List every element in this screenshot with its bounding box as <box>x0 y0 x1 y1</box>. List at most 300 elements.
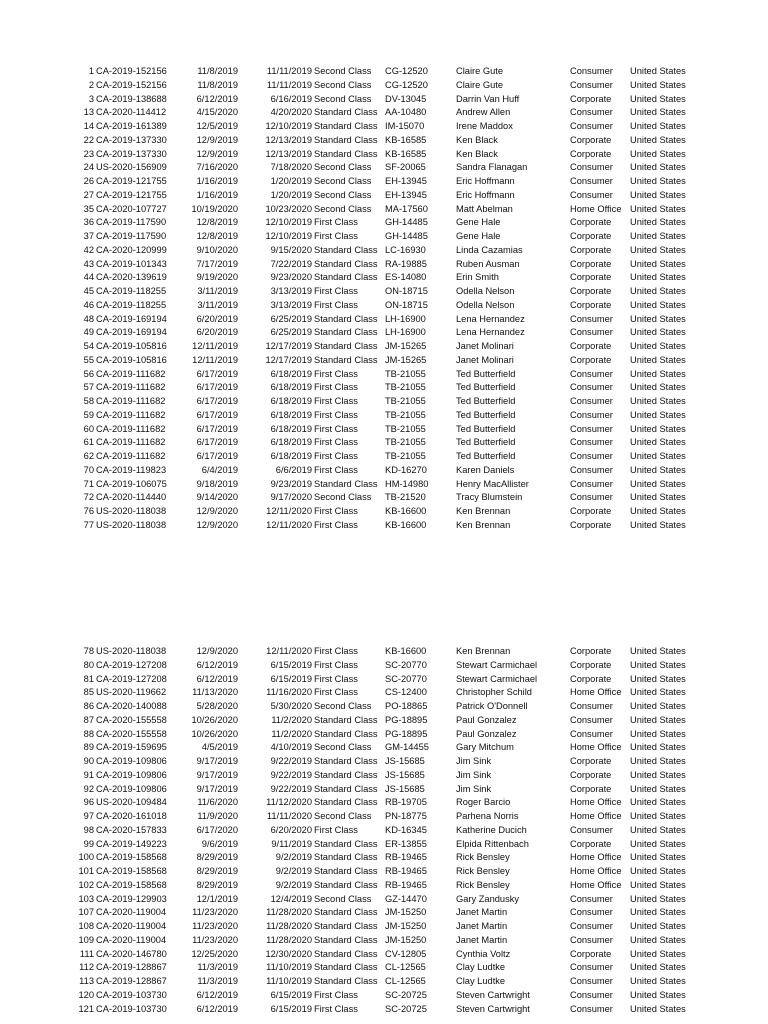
table-row <box>0 464 768 478</box>
table-row <box>0 216 768 230</box>
segment-cell: Consumer <box>570 989 613 1000</box>
ship-mode-cell: First Class <box>314 673 358 684</box>
customer-id-cell: TB-21055 <box>385 451 426 461</box>
ship-date-cell: 9/23/2020 <box>270 272 312 283</box>
country-cell: United States <box>630 989 686 1000</box>
table-row <box>0 368 768 382</box>
country-cell: United States <box>630 66 686 76</box>
row-number: 90 <box>83 756 94 766</box>
order-date-cell: 12/11/2019 <box>192 354 238 365</box>
order-date-cell: 11/3/2019 <box>197 976 238 986</box>
order-id-cell: US-2020-118038 <box>96 646 167 656</box>
ship-mode-cell: First Class <box>314 646 358 656</box>
order-id-cell: CA-2019-152156 <box>96 66 167 76</box>
ship-mode-cell: Standard Class <box>314 272 378 283</box>
customer-name-cell: Ted Butterfield <box>456 409 516 420</box>
customer-name-cell: Matt Abelman <box>456 203 513 214</box>
segment-cell: Corporate <box>570 341 612 351</box>
country-cell: United States <box>630 121 686 131</box>
country-cell: United States <box>630 437 686 448</box>
ship-mode-cell: First Class <box>314 423 358 434</box>
table-row <box>0 865 768 879</box>
order-id-cell: CA-2019-111682 <box>96 368 166 379</box>
table-row <box>0 879 768 893</box>
order-date-cell: 12/25/2020 <box>191 948 238 959</box>
customer-name-cell: Rick Bensley <box>456 879 510 890</box>
ship-mode-cell: Standard Class <box>314 728 378 739</box>
row-number: 62 <box>83 451 94 461</box>
ship-date-cell: 11/11/2019 <box>266 79 312 90</box>
table-row <box>0 728 768 742</box>
customer-id-cell: JM-15265 <box>385 354 427 365</box>
order-id-cell: CA-2019-149223 <box>96 838 167 849</box>
order-date-cell: 3/11/2019 <box>197 299 238 310</box>
order-id-cell: CA-2019-101343 <box>96 258 167 269</box>
ship-date-cell: 6/15/2019 <box>270 673 312 684</box>
ship-date-cell: 7/22/2019 <box>270 258 312 269</box>
table-row <box>0 395 768 409</box>
order-id-cell: CA-2019-109806 <box>96 783 167 794</box>
ship-date-cell: 9/2/2019 <box>275 852 312 863</box>
ship-mode-cell: Second Class <box>314 701 372 711</box>
order-date-cell: 9/18/2019 <box>196 478 238 489</box>
ship-date-cell: 12/10/2019 <box>265 217 312 228</box>
customer-name-cell: Ken Brennan <box>456 506 511 516</box>
table-row <box>0 659 768 673</box>
customer-id-cell: TB-21055 <box>385 382 426 393</box>
table-row <box>0 851 768 865</box>
ship-date-cell: 6/18/2019 <box>270 437 312 448</box>
table-row <box>0 741 768 755</box>
customer-name-cell: Lena Hernandez <box>456 327 525 338</box>
country-cell: United States <box>630 934 686 945</box>
ship-mode-cell: Standard Class <box>314 962 378 973</box>
customer-id-cell: SC-20770 <box>385 673 427 684</box>
row-number: 113 <box>79 976 94 986</box>
row-number: 101 <box>78 866 94 876</box>
segment-cell: Consumer <box>570 176 613 186</box>
segment-cell: Consumer <box>570 907 613 918</box>
order-date-cell: 12/1/2019 <box>196 893 238 904</box>
segment-cell: Consumer <box>570 327 613 338</box>
country-cell: United States <box>630 728 686 739</box>
ship-mode-cell: Second Class <box>314 811 372 821</box>
order-id-cell: CA-2020-119004 <box>96 907 167 918</box>
country-cell: United States <box>630 907 686 918</box>
ship-mode-cell: First Class <box>314 409 358 420</box>
table-row <box>0 906 768 920</box>
order-id-cell: CA-2019-111682 <box>96 423 166 434</box>
row-number: 72 <box>83 492 94 503</box>
customer-id-cell: KB-16585 <box>385 148 427 159</box>
segment-cell: Corporate <box>570 134 612 145</box>
customer-id-cell: MA-17560 <box>385 203 428 214</box>
order-date-cell: 11/23/2020 <box>192 907 238 918</box>
order-date-cell: 9/17/2019 <box>196 756 238 766</box>
row-number: 121 <box>78 1003 94 1014</box>
order-id-cell: CA-2019-161389 <box>96 121 167 131</box>
row-number: 97 <box>83 811 94 821</box>
country-cell: United States <box>630 409 686 420</box>
row-number: 85 <box>83 687 94 698</box>
order-id-cell: CA-2019-111682 <box>96 409 166 420</box>
order-id-cell: US-2020-118038 <box>96 519 167 530</box>
customer-name-cell: Ken Brennan <box>456 646 511 656</box>
row-number: 35 <box>83 203 94 214</box>
order-id-cell: CA-2019-152156 <box>96 79 167 90</box>
order-date-cell: 6/12/2019 <box>196 659 238 670</box>
order-id-cell: CA-2019-128867 <box>96 976 167 986</box>
order-date-cell: 9/6/2019 <box>201 838 238 849</box>
country-cell: United States <box>630 519 686 530</box>
segment-cell: Home Office <box>570 203 622 214</box>
order-date-cell: 9/17/2019 <box>196 769 238 780</box>
row-number: 77 <box>83 519 94 530</box>
customer-name-cell: Janet Martin <box>456 907 508 918</box>
customer-name-cell: Jim Sink <box>456 756 492 766</box>
sheet-block-bottom <box>0 645 768 1016</box>
country-cell: United States <box>630 79 686 90</box>
customer-name-cell: Stewart Carmichael <box>456 673 538 684</box>
ship-date-cell: 11/2/2020 <box>271 714 312 725</box>
ship-date-cell: 6/18/2019 <box>270 423 312 434</box>
ship-mode-cell: First Class <box>314 217 358 228</box>
row-number: 60 <box>83 423 94 434</box>
table-row <box>0 1003 768 1017</box>
row-number: 120 <box>78 989 94 1000</box>
customer-id-cell: GM-14455 <box>385 742 429 753</box>
customer-name-cell: Janet Molinari <box>456 341 514 351</box>
ship-date-cell: 12/11/2020 <box>266 519 312 530</box>
order-id-cell: CA-2020-119004 <box>96 921 167 931</box>
customer-name-cell: Paul Gonzalez <box>456 728 517 739</box>
sheet-block-top <box>0 65 768 533</box>
ship-date-cell: 11/12/2020 <box>266 797 312 808</box>
table-row <box>0 450 768 464</box>
customer-id-cell: DV-13045 <box>385 93 427 104</box>
row-number: 108 <box>78 921 94 931</box>
customer-name-cell: Karen Daniels <box>456 464 515 475</box>
customer-name-cell: Parhena Norris <box>456 811 519 821</box>
segment-cell: Corporate <box>570 838 612 849</box>
order-date-cell: 5/28/2020 <box>196 701 238 711</box>
segment-cell: Consumer <box>570 451 613 461</box>
order-id-cell: CA-2019-109806 <box>96 756 167 766</box>
customer-id-cell: JM-15250 <box>385 907 427 918</box>
table-row <box>0 203 768 217</box>
row-number: 56 <box>83 368 94 379</box>
customer-id-cell: KB-16600 <box>385 506 427 516</box>
customer-id-cell: CL-12565 <box>385 962 426 973</box>
country-cell: United States <box>630 189 686 200</box>
ship-date-cell: 12/17/2019 <box>265 354 312 365</box>
order-date-cell: 12/8/2019 <box>196 231 238 241</box>
order-date-cell: 12/11/2019 <box>192 341 238 351</box>
table-row <box>0 285 768 299</box>
table-row <box>0 755 768 769</box>
ship-date-cell: 6/18/2019 <box>270 451 312 461</box>
customer-id-cell: RB-19465 <box>385 866 427 876</box>
ship-date-cell: 12/13/2019 <box>265 134 312 145</box>
segment-cell: Consumer <box>570 714 613 725</box>
customer-id-cell: RB-19465 <box>385 879 427 890</box>
customer-name-cell: Odella Nelson <box>456 299 515 310</box>
ship-mode-cell: First Class <box>314 989 358 1000</box>
segment-cell: Consumer <box>570 79 613 90</box>
customer-id-cell: TB-21055 <box>385 437 426 448</box>
segment-cell: Home Office <box>570 687 622 698</box>
customer-name-cell: Claire Gute <box>456 79 504 90</box>
order-id-cell: CA-2019-118255 <box>96 299 167 310</box>
row-number: 80 <box>83 659 94 670</box>
segment-cell: Corporate <box>570 659 612 670</box>
ship-date-cell: 11/11/2019 <box>266 66 312 76</box>
table-row <box>0 134 768 148</box>
order-id-cell: CA-2019-169194 <box>96 313 167 324</box>
ship-date-cell: 7/18/2020 <box>270 162 312 173</box>
order-id-cell: CA-2019-111682 <box>96 437 166 448</box>
row-number: 111 <box>79 948 94 959</box>
table-row <box>0 148 768 162</box>
customer-name-cell: Ted Butterfield <box>456 368 516 379</box>
customer-id-cell: IM-15070 <box>385 121 425 131</box>
ship-mode-cell: First Class <box>314 506 358 516</box>
table-row <box>0 244 768 258</box>
customer-name-cell: Ted Butterfield <box>456 423 516 434</box>
order-id-cell: CA-2019-111682 <box>96 451 166 461</box>
ship-date-cell: 6/15/2019 <box>270 989 312 1000</box>
customer-id-cell: JM-15250 <box>385 921 427 931</box>
ship-date-cell: 11/10/2019 <box>266 962 312 973</box>
ship-mode-cell: Standard Class <box>314 327 378 338</box>
table-row <box>0 299 768 313</box>
country-cell: United States <box>630 176 686 186</box>
segment-cell: Corporate <box>570 93 612 104</box>
order-id-cell: CA-2019-137330 <box>96 134 167 145</box>
country-cell: United States <box>630 396 686 406</box>
country-cell: United States <box>630 93 686 104</box>
order-date-cell: 6/17/2019 <box>196 437 238 448</box>
country-cell: United States <box>630 478 686 489</box>
country-cell: United States <box>630 299 686 310</box>
ship-date-cell: 9/22/2019 <box>270 783 312 794</box>
ship-date-cell: 11/10/2019 <box>266 976 312 986</box>
customer-id-cell: JM-15265 <box>385 341 427 351</box>
ship-date-cell: 12/11/2020 <box>266 506 312 516</box>
customer-name-cell: Ken Black <box>456 148 498 159</box>
row-number: 76 <box>83 506 94 516</box>
segment-cell: Corporate <box>570 148 612 159</box>
table-row <box>0 175 768 189</box>
table-row <box>0 700 768 714</box>
order-date-cell: 4/15/2020 <box>196 107 238 118</box>
ship-mode-cell: Standard Class <box>314 354 378 365</box>
ship-date-cell: 3/13/2019 <box>270 286 312 296</box>
table-row <box>0 423 768 437</box>
ship-mode-cell: First Class <box>314 451 358 461</box>
ship-date-cell: 9/15/2020 <box>270 244 312 255</box>
order-date-cell: 8/29/2019 <box>196 852 238 863</box>
order-id-cell: CA-2019-118255 <box>96 286 167 296</box>
customer-id-cell: HM-14980 <box>385 478 429 489</box>
country-cell: United States <box>630 838 686 849</box>
order-id-cell: CA-2020-155558 <box>96 728 167 739</box>
order-date-cell: 6/4/2019 <box>201 464 238 475</box>
segment-cell: Consumer <box>570 409 613 420</box>
country-cell: United States <box>630 203 686 214</box>
country-cell: United States <box>630 464 686 475</box>
order-id-cell: CA-2019-121755 <box>96 176 167 186</box>
row-number: 27 <box>83 189 94 200</box>
order-date-cell: 10/26/2020 <box>191 728 238 739</box>
order-id-cell: US-2020-109484 <box>96 797 167 808</box>
customer-id-cell: GH-14485 <box>385 217 428 228</box>
country-cell: United States <box>630 313 686 324</box>
segment-cell: Corporate <box>570 506 612 516</box>
segment-cell: Corporate <box>570 231 612 241</box>
customer-name-cell: Ted Butterfield <box>456 382 516 393</box>
customer-id-cell: JS-15685 <box>385 769 425 780</box>
customer-name-cell: Lena Hernandez <box>456 313 525 324</box>
table-row <box>0 354 768 368</box>
table-row <box>0 948 768 962</box>
customer-name-cell: Gene Hale <box>456 231 501 241</box>
customer-id-cell: JS-15685 <box>385 783 425 794</box>
ship-date-cell: 11/16/2020 <box>266 687 312 698</box>
country-cell: United States <box>630 673 686 684</box>
country-cell: United States <box>630 879 686 890</box>
row-number: 100 <box>78 852 94 863</box>
table-row <box>0 838 768 852</box>
table-row <box>0 65 768 79</box>
country-cell: United States <box>630 341 686 351</box>
row-number: 96 <box>83 797 94 808</box>
order-id-cell: CA-2019-127208 <box>96 659 167 670</box>
ship-mode-cell: First Class <box>314 382 358 393</box>
order-id-cell: CA-2019-111682 <box>96 382 166 393</box>
order-date-cell: 10/19/2020 <box>191 203 238 214</box>
order-date-cell: 7/16/2020 <box>196 162 238 173</box>
customer-name-cell: Linda Cazamias <box>456 244 523 255</box>
segment-cell: Corporate <box>570 783 612 794</box>
segment-cell: Consumer <box>570 478 613 489</box>
row-number: 2 <box>88 79 94 90</box>
ship-date-cell: 6/18/2019 <box>270 382 312 393</box>
order-id-cell: CA-2019-119823 <box>96 464 167 475</box>
segment-cell: Corporate <box>570 354 612 365</box>
customer-name-cell: Ruben Ausman <box>456 258 520 269</box>
country-cell: United States <box>630 506 686 516</box>
customer-id-cell: PO-18865 <box>385 701 428 711</box>
country-cell: United States <box>630 148 686 159</box>
customer-name-cell: Cynthia Voltz <box>456 948 511 959</box>
segment-cell: Consumer <box>570 728 613 739</box>
order-id-cell: CA-2019-138688 <box>96 93 167 104</box>
row-number: 61 <box>83 437 94 448</box>
country-cell: United States <box>630 244 686 255</box>
row-number: 91 <box>83 769 94 780</box>
segment-cell: Consumer <box>570 396 613 406</box>
ship-date-cell: 9/2/2019 <box>275 866 312 876</box>
customer-name-cell: Clay Ludtke <box>456 976 506 986</box>
order-date-cell: 12/9/2020 <box>196 519 238 530</box>
order-id-cell: CA-2019-158568 <box>96 879 167 890</box>
ship-date-cell: 11/28/2020 <box>266 934 312 945</box>
customer-name-cell: Andrew Allen <box>456 107 511 118</box>
ship-mode-cell: First Class <box>314 1003 358 1014</box>
segment-cell: Home Office <box>570 852 622 863</box>
order-date-cell: 6/17/2019 <box>196 382 238 393</box>
order-id-cell: CA-2019-103730 <box>96 1003 167 1014</box>
table-row <box>0 409 768 423</box>
ship-mode-cell: Standard Class <box>314 866 378 876</box>
segment-cell: Corporate <box>570 272 612 283</box>
ship-mode-cell: Second Class <box>314 66 372 76</box>
row-number: 103 <box>78 893 94 904</box>
table-row <box>0 519 768 533</box>
ship-date-cell: 6/18/2019 <box>270 368 312 379</box>
customer-id-cell: KB-16585 <box>385 134 427 145</box>
order-id-cell: CA-2019-169194 <box>96 327 167 338</box>
customer-id-cell: RA-19885 <box>385 258 427 269</box>
customer-name-cell: Sandra Flanagan <box>456 162 528 173</box>
table-row <box>0 161 768 175</box>
ship-date-cell: 9/2/2019 <box>275 879 312 890</box>
row-number: 109 <box>78 934 94 945</box>
customer-id-cell: SC-20770 <box>385 659 427 670</box>
order-id-cell: US-2020-156909 <box>96 162 167 173</box>
order-date-cell: 6/17/2019 <box>196 451 238 461</box>
row-number: 59 <box>83 409 94 420</box>
country-cell: United States <box>630 162 686 173</box>
customer-id-cell: SF-20065 <box>385 162 426 173</box>
order-date-cell: 6/20/2019 <box>196 313 238 324</box>
order-date-cell: 11/13/2020 <box>192 687 238 698</box>
row-number: 44 <box>83 272 94 283</box>
ship-date-cell: 6/15/2019 <box>270 1003 312 1014</box>
ship-date-cell: 11/28/2020 <box>266 921 312 931</box>
table-row <box>0 340 768 354</box>
row-number: 99 <box>83 838 94 849</box>
customer-name-cell: Elpida Rittenbach <box>456 838 529 849</box>
ship-mode-cell: First Class <box>314 396 358 406</box>
table-row <box>0 645 768 659</box>
order-id-cell: CA-2019-137330 <box>96 148 167 159</box>
ship-mode-cell: Second Class <box>314 176 372 186</box>
ship-date-cell: 11/28/2020 <box>266 907 312 918</box>
customer-id-cell: CL-12565 <box>385 976 426 986</box>
row-number: 13 <box>83 107 94 118</box>
table-row <box>0 505 768 519</box>
segment-cell: Corporate <box>570 646 612 656</box>
order-id-cell: CA-2019-159695 <box>96 742 167 753</box>
country-cell: United States <box>630 948 686 959</box>
table-row <box>0 120 768 134</box>
segment-cell: Consumer <box>570 189 613 200</box>
ship-date-cell: 10/23/2020 <box>265 203 312 214</box>
customer-id-cell: CG-12520 <box>385 79 428 90</box>
order-date-cell: 11/3/2019 <box>197 962 238 973</box>
ship-date-cell: 3/13/2019 <box>270 299 312 310</box>
customer-id-cell: LH-16900 <box>385 313 426 324</box>
row-number: 23 <box>83 148 94 159</box>
customer-id-cell: GH-14485 <box>385 231 428 241</box>
country-cell: United States <box>630 701 686 711</box>
order-date-cell: 8/29/2019 <box>196 866 238 876</box>
table-row <box>0 258 768 272</box>
ship-mode-cell: Standard Class <box>314 313 378 324</box>
customer-name-cell: Clay Ludtke <box>456 962 506 973</box>
